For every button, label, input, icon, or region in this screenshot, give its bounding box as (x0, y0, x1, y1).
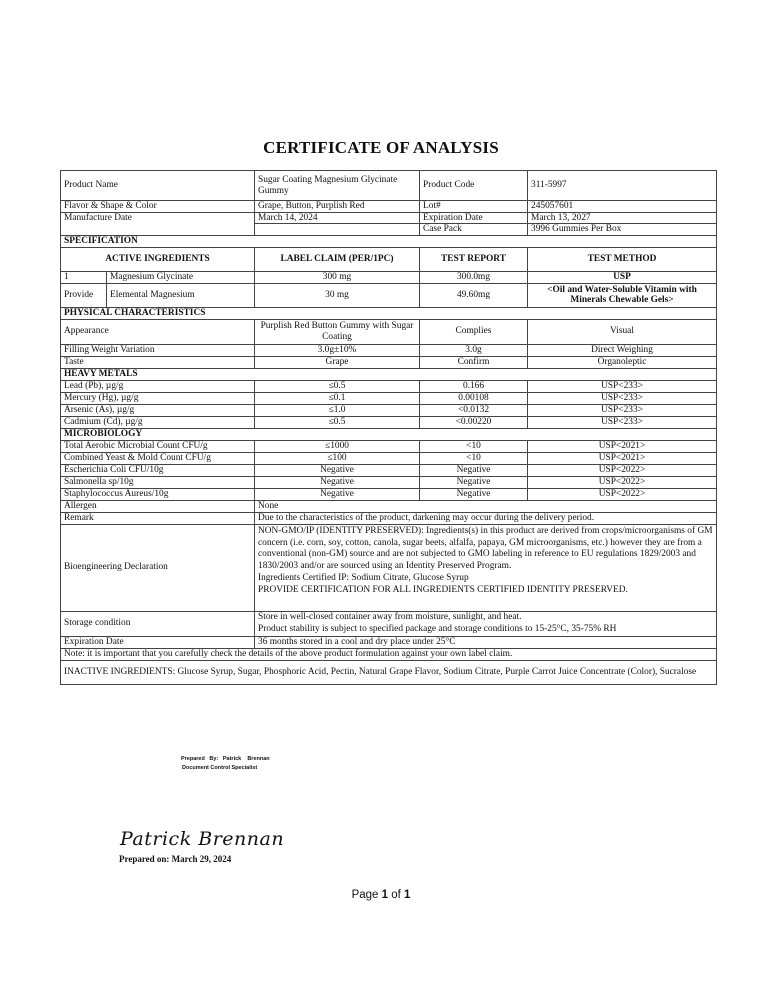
bioengineering-label: Bioengineering Declaration (61, 524, 255, 611)
expiration-label: Expiration Date (61, 636, 255, 648)
product-code-value: 311-5997 (528, 171, 717, 201)
row-name: Total Aerobic Microbial Count CFU/g (61, 440, 255, 452)
storage-line: Product stability is subject to specified package and storage conditions to 15-25°C, 35-75% RH (258, 623, 617, 634)
page-number (0, 889, 762, 901)
row-claim: Negative (255, 476, 420, 488)
ingredient-report: 49.60mg (420, 283, 528, 307)
product-name-label: Product Name (61, 171, 255, 201)
row-report: 0.166 (420, 380, 528, 392)
row-method: USP<2022> (528, 488, 717, 500)
row-claim: Negative (255, 464, 420, 476)
flavor-value: Grape, Button, Purplish Red (255, 201, 420, 213)
row-name: Mercury (Hg), µg/g (61, 392, 255, 404)
row-method: USP<233> (528, 392, 717, 404)
physical-heading-row (61, 307, 717, 319)
row-claim: ≤0.1 (255, 392, 420, 404)
page-total: 1 (404, 889, 411, 901)
allergen-value: None (255, 500, 717, 512)
lot-value: 245057601 (528, 201, 717, 213)
ingredient-row (61, 283, 717, 307)
expiration-date-value: March 13, 2027 (528, 212, 717, 224)
prepared-by: Prepared By: Patrick Brennan (181, 756, 270, 762)
bioengineering-row (61, 524, 717, 611)
prepared-by-block (181, 755, 270, 773)
row-claim: ≤1000 (255, 440, 420, 452)
row-method: USP<2021> (528, 440, 717, 452)
row-report: Negative (420, 476, 528, 488)
row-name: Escherichia Coli CFU/10g (61, 464, 255, 476)
specification-heading: SPECIFICATION (61, 235, 717, 247)
row-claim: ≤0.5 (255, 416, 420, 428)
ingredient-index: Provide (61, 283, 107, 307)
heavy-metals-heading: HEAVY METALS (61, 368, 717, 380)
row-method: USP<233> (528, 416, 717, 428)
note-text: Note: it is important that you carefully check the details of the above product formulation against your own label claim. (61, 648, 717, 660)
row-name: Appearance (61, 319, 255, 344)
row-report: <0.00220 (420, 416, 528, 428)
ingredient-claim: 30 mg (255, 283, 420, 307)
page-prefix: Page (351, 889, 382, 901)
table-row (61, 380, 717, 392)
table-row (61, 440, 717, 452)
row-name: Combined Yeast & Mold Count CFU/g (61, 452, 255, 464)
microbiology-heading-row (61, 428, 717, 440)
row-claim: Grape (255, 356, 420, 368)
microbiology-heading: MICROBIOLOGY (61, 428, 717, 440)
ingredient-name: Magnesium Glycinate (107, 271, 255, 283)
manufacture-row (61, 212, 717, 224)
table-row (61, 404, 717, 416)
inactive-row (61, 660, 717, 684)
ip-ingredients: Ingredients Certified IP: Sodium Citrate, Glucose Syrup (258, 572, 469, 583)
row-method: USP<2022> (528, 476, 717, 488)
row-report: <0.0132 (420, 404, 528, 416)
row-method: USP<2021> (528, 452, 717, 464)
storage-label: Storage condition (61, 611, 255, 636)
row-name: Lead (Pb), µg/g (61, 380, 255, 392)
row-report: Confirm (420, 356, 528, 368)
row-name: Salmonella sp/10g (61, 476, 255, 488)
flavor-label: Flavor & Shape & Color (61, 201, 255, 213)
allergen-label: Allergen (61, 500, 255, 512)
product-name-row (61, 171, 717, 201)
table-row (61, 344, 717, 356)
row-claim: ≤0.5 (255, 380, 420, 392)
table-row (61, 416, 717, 428)
page-current: 1 (381, 889, 389, 901)
inactive-ingredients: INACTIVE INGREDIENTS: Glucose Syrup, Sugar, Phosphoric Acid, Pectin, Natural Grape Flavor, Sodium Citrate, Purple Carrot Juice Concentrate (Color), Sucralose (61, 660, 717, 684)
row-report: <10 (420, 452, 528, 464)
row-method: Organoleptic (528, 356, 717, 368)
manufacture-date-label: Manufacture Date (61, 212, 255, 235)
analysis-table (60, 170, 717, 685)
table-row (61, 488, 717, 500)
row-report: Complies (420, 319, 528, 344)
note-row (61, 648, 717, 660)
row-report: Negative (420, 464, 528, 476)
row-name: Cadmium (Cd), µg/g (61, 416, 255, 428)
storage-value (255, 611, 717, 636)
table-row (61, 319, 717, 344)
ingredient-report: 300.0mg (420, 271, 528, 283)
specification-heading-row (61, 235, 717, 247)
allergen-row (61, 500, 717, 512)
prepared-by-role: Document Control Specialist (182, 765, 258, 771)
test-method-usp: USP (528, 271, 717, 283)
remark-label: Remark (61, 512, 255, 524)
document-title: CERTIFICATE OF ANALYSIS (263, 138, 499, 157)
physical-heading: PHYSICAL CHARACTERISTICS (61, 307, 717, 319)
row-method: USP<233> (528, 380, 717, 392)
row-method: USP<2022> (528, 464, 717, 476)
row-name: Arsenic (As), µg/g (61, 404, 255, 416)
signature: Patrick Brennan (120, 828, 285, 850)
product-code-label: Product Code (420, 171, 528, 201)
ingredient-index: 1 (61, 271, 107, 283)
blank-cell (255, 224, 420, 236)
remark-row (61, 512, 717, 524)
table-row (61, 464, 717, 476)
product-name-value: Sugar Coating Magnesium Glycinate Gummy (255, 171, 420, 201)
ingredient-row (61, 271, 717, 283)
row-report: Negative (420, 488, 528, 500)
row-report: <10 (420, 440, 528, 452)
row-report: 3.0g (420, 344, 528, 356)
ingredient-claim: 300 mg (255, 271, 420, 283)
flavor-row (61, 201, 717, 213)
row-claim: Purplish Red Button Gummy with Sugar Coating (255, 319, 420, 344)
row-claim: ≤1.0 (255, 404, 420, 416)
case-pack-label: Case Pack (420, 224, 528, 236)
table-row (61, 392, 717, 404)
table-row (61, 356, 717, 368)
bioengineering-value (255, 524, 717, 611)
row-name: Filling Weight Variation (61, 344, 255, 356)
heavy-metals-heading-row (61, 368, 717, 380)
col-test-report: TEST REPORT (420, 247, 528, 271)
column-header-row (61, 247, 717, 271)
storage-line: Store in well-closed container away from moisture, sunlight, and heat. (258, 611, 522, 622)
row-method: Visual (528, 319, 717, 344)
table-row (61, 476, 717, 488)
bioengineering-statement: NON-GMO/IP (IDENTITY PRESERVED): Ingredients(s) in this product are derived from crops/microorganisms of GM concern (i.e. corn, soy, cotton, canola, sugar beets, alfalfa, papaya, GM microorganisms, etc.) however they are from a conventional (non-GM) source and are not subjected to GMO labeling in reference to EU regulations 1829/2003 and 1830/2003 and/or are sourced using an Identity Preserved Program. (258, 525, 713, 572)
col-label-claim: LABEL CLAIM (PER/1PC) (255, 247, 420, 271)
expiration-row (61, 636, 717, 648)
page-of: of (388, 889, 405, 901)
remark-value: Due to the characteristics of the product, darkening may occur during the delivery period. (255, 512, 717, 524)
storage-row (61, 611, 717, 636)
row-claim: Negative (255, 488, 420, 500)
row-method: USP<233> (528, 404, 717, 416)
col-test-method: TEST METHOD (528, 247, 717, 271)
row-report: 0.00108 (420, 392, 528, 404)
test-method-detail: <Oil and Water-Soluble Vitamin with Minerals Chewable Gels> (528, 283, 717, 307)
ip-certification: PROVIDE CERTIFICATION FOR ALL INGREDIENTS CERTIFIED IDENTITY PRESERVED. (258, 584, 628, 595)
table-row (61, 452, 717, 464)
manufacture-date-value: March 14, 2024 (255, 212, 420, 224)
ingredient-name: Elemental Magnesium (107, 283, 255, 307)
col-active-ingredients: ACTIVE INGREDIENTS (61, 247, 255, 271)
row-claim: ≤100 (255, 452, 420, 464)
row-claim: 3.0g±10% (255, 344, 420, 356)
row-name: Taste (61, 356, 255, 368)
prepared-on: Prepared on: March 29, 2024 (119, 854, 232, 864)
expiration-date-label: Expiration Date (420, 212, 528, 224)
case-pack-value: 3996 Gummies Per Box (528, 224, 717, 236)
row-name: Staphylococcus Aureus/10g (61, 488, 255, 500)
expiration-value: 36 months stored in a cool and dry place under 25°C (255, 636, 717, 648)
lot-label: Lot# (420, 201, 528, 213)
row-method: Direct Weighing (528, 344, 717, 356)
